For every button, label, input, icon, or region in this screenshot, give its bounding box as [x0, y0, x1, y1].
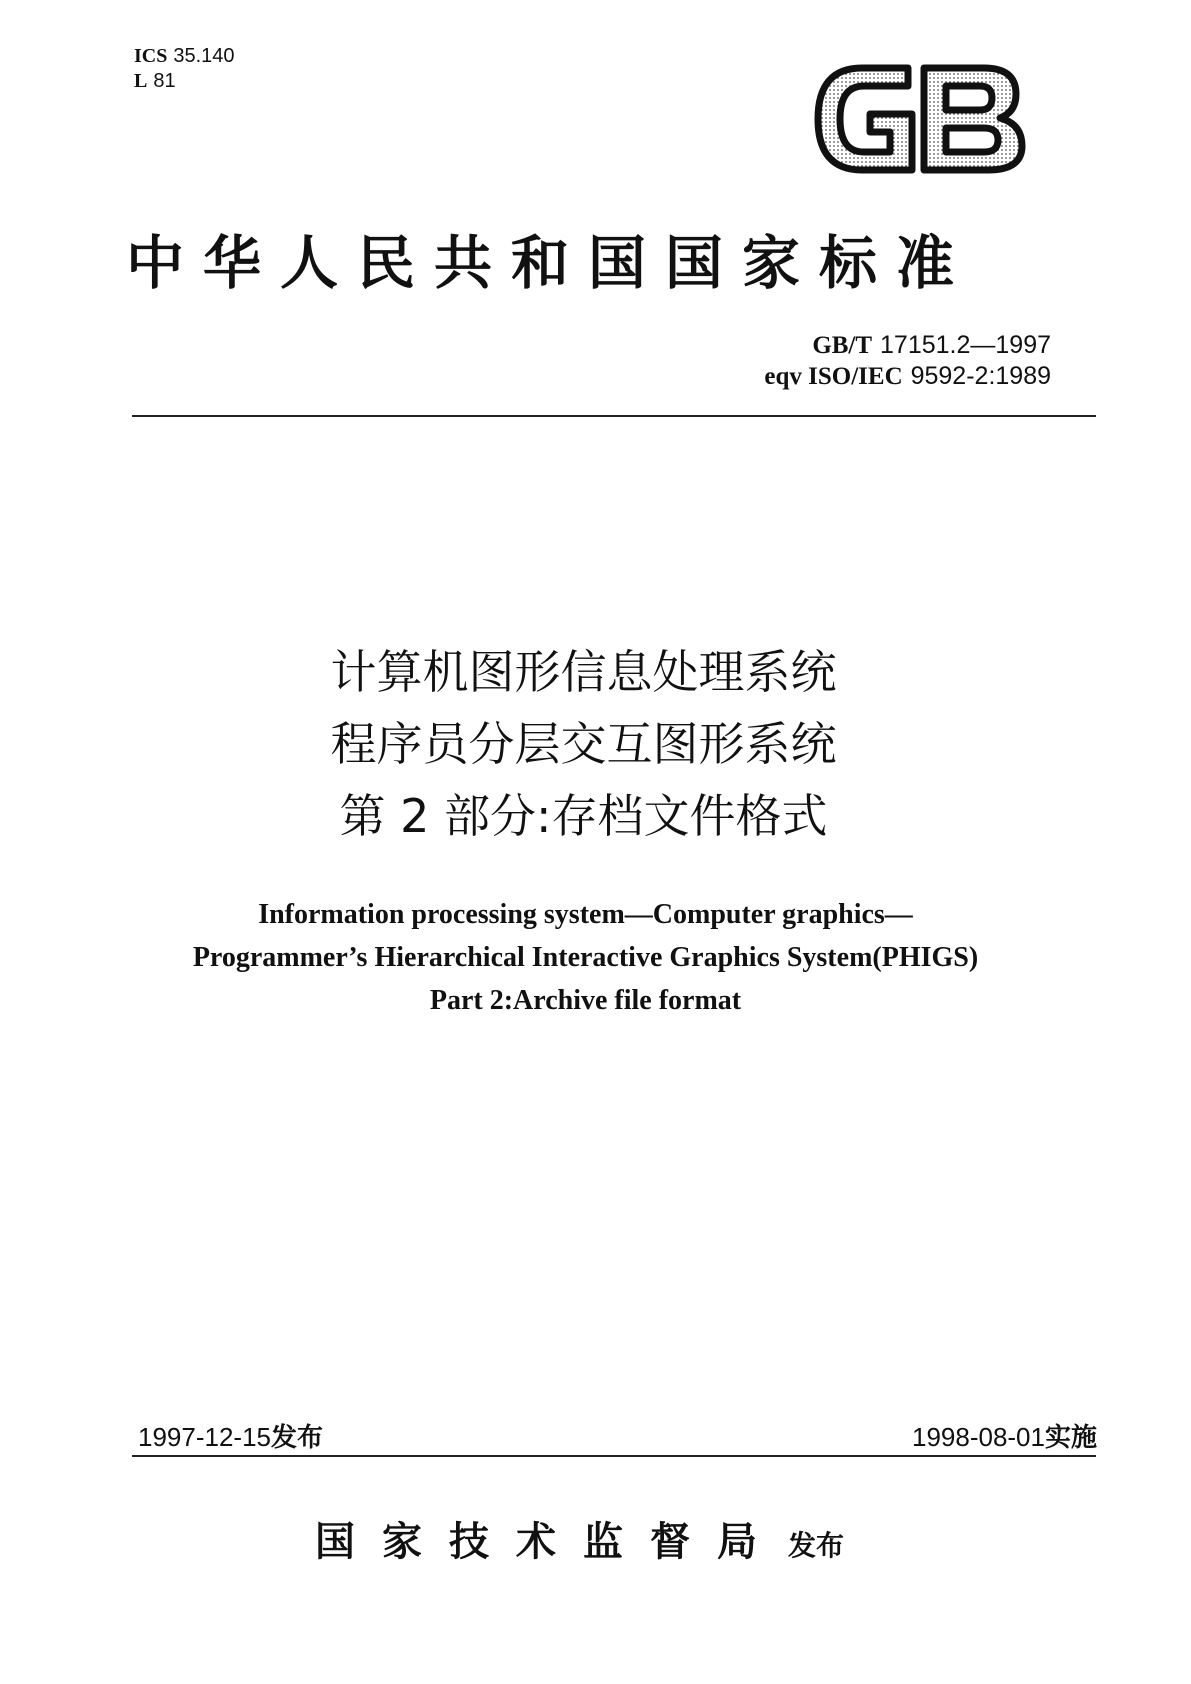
eqv-number: 9592-2:1989: [910, 362, 1051, 390]
english-title: [0, 893, 1191, 1022]
publisher-suffix: 发布: [788, 1529, 845, 1562]
national-standard-title: 中华人民共和国国家标准: [126, 229, 974, 297]
gb-number-row: [764, 330, 1051, 361]
l-code-line: [134, 69, 235, 94]
publisher: [315, 1510, 844, 1567]
standard-numbers: [764, 330, 1051, 392]
gb-logo: [812, 60, 1028, 178]
implement-date: [912, 1417, 1097, 1454]
publisher-name: 国家技术监督局: [315, 1518, 784, 1565]
implement-date-label: 实施: [1044, 1423, 1097, 1453]
bottom-divider: [132, 1455, 1096, 1457]
gb-number: 17151.2—1997: [880, 331, 1051, 359]
ics-code: 35.140: [173, 45, 235, 67]
issue-date: [138, 1417, 323, 1454]
english-title-line-3: Part 2:Archive file format: [429, 985, 742, 1016]
english-title-line-1: Information processing system—Computer graphics—: [258, 899, 913, 930]
ics-label: ICS: [134, 45, 168, 67]
eqv-number-row: [764, 361, 1051, 392]
chinese-title: [0, 636, 1191, 852]
chinese-title-line-2: 程序员分层交互图形系统: [330, 717, 837, 771]
chinese-title-line-1: 计算机图形信息处理系统: [330, 645, 837, 699]
gb-logo-mark: [812, 60, 1028, 178]
implement-date-value: 1998-08-01: [911, 1422, 1045, 1452]
issue-date-label: 发布: [271, 1423, 324, 1453]
gb-prefix: GB/T: [812, 332, 873, 359]
ics-code-line: [134, 44, 235, 69]
issue-date-value: 1997-12-15: [138, 1422, 271, 1452]
gb-logo-g: [818, 68, 912, 170]
top-divider: [132, 415, 1096, 417]
english-title-line-2: Programmer’s Hierarchical Interactive Graphics System(PHIGS): [192, 942, 979, 973]
classification-codes: [134, 44, 235, 94]
l-label: L: [134, 70, 148, 92]
chinese-title-line-3: 第 2 部分:存档文件格式: [339, 789, 828, 843]
gb-logo-b: [924, 68, 1022, 170]
eqv-prefix: eqv ISO/IEC: [764, 363, 903, 390]
l-code: 81: [153, 70, 176, 92]
